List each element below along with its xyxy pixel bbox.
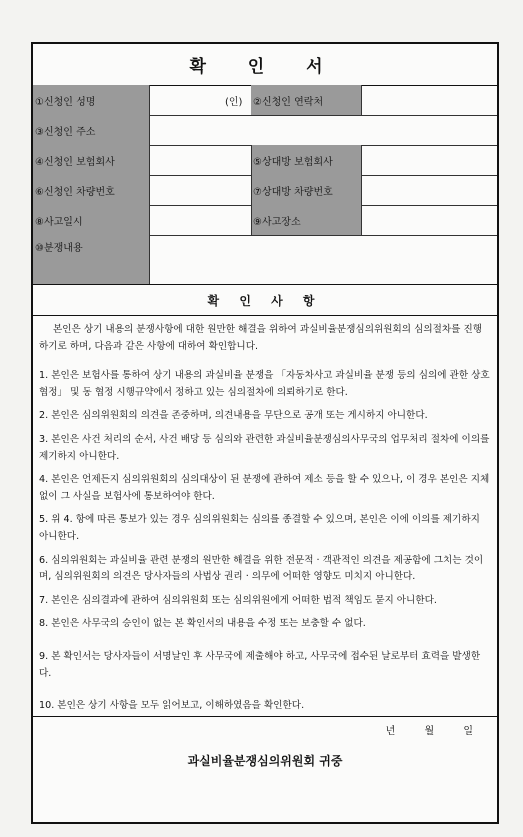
dispute-content-label: ⑩분쟁내용 [33,235,149,284]
opponent-insurer-field[interactable] [361,145,497,175]
intro-paragraph: 본인은 상기 내용의 분쟁사항에 대한 원만한 해결을 위하여 과실비율분쟁심의위원회의 심의절차를 진행하기로 하며, 다음과 같은 사항에 대하여 확인합니다. [39,324,482,352]
term-item: 9. 본 확인서는 당사자들이 서명날인 후 사무국에 제출해야 하고, 사무국에 접수된 날로부터 효력을 발생한다. [39,650,481,679]
date-line: 년 월 일 [385,726,473,737]
applicant-name-label: ①신청인 성명 [33,85,149,115]
dispute-content-field[interactable] [149,235,497,284]
applicant-insurer-label: ④신청인 보험회사 [33,145,149,175]
term-item: 3. 본인은 사건 처리의 순서, 사건 배당 등 심의와 관련한 과실비율분쟁심의사무국의 업무처리 절차에 이의를 제기하지 아니한다. [39,433,490,462]
term-item: 8. 본인은 사무국의 승인이 없는 본 확인서의 내용을 수정 또는 보충할 수 없다. [39,618,366,630]
footer-recipient: 과실비율분쟁심의위원회 귀중 [187,754,343,768]
row-accident [33,205,497,236]
accident-date-field[interactable] [149,205,251,235]
term-item: 4. 본인은 언제든지 심의위원회의 심의대상이 된 분쟁에 관하여 제소 등을 할 수 있으나, 이 경우 본인은 지체없이 그 사실을 보험사에 통보하여야 한다. [39,474,490,502]
term-item: 6. 심의위원회는 과실비율 관련 분쟁의 원만한 해결을 위한 전문적 · 객관적인 의견을 제공함에 그치는 것이며, 심의위원회의 의견은 당사자들의 사법상 권리 · 의무에 어떠한 영향도 미치지 아니한다. [39,554,484,583]
applicant-contact-label: ②신청인 연락처 [251,85,361,115]
term-item: 10. 본인은 상기 사항을 모두 읽어보고, 이해하였음을 확인한다. [39,700,305,712]
seal-mark: (인) [225,96,243,108]
applicant-insurer-field[interactable] [149,145,251,175]
opponent-insurer-label: ⑤상대방 보험회사 [251,145,361,175]
row-name-contact [33,85,497,116]
applicant-address-label: ③신청인 주소 [33,115,149,145]
applicant-vehicle-label: ⑥신청인 차량번호 [33,175,149,205]
applicant-contact-field[interactable] [361,85,497,115]
term-item: 2. 본인은 심의위원회의 의견을 존중하며, 의견내용을 무단으로 공개 또는 게시하지 아니한다. [39,410,428,422]
term-item: 1. 본인은 보험사를 통하여 상기 내용의 과실비율 분쟁을 「자동차사고 과실비율 분쟁 등의 심의에 관한 상호협정」 및 동 협정 시행규약에서 정하고 있는 심의절차에 의뢰하기로 한다. [39,370,490,398]
opponent-vehicle-label: ⑦상대방 차량번호 [251,175,361,205]
accident-date-label: ⑧사고일시 [33,205,149,235]
confirmation-terms [39,322,491,722]
row-dispute [33,235,497,284]
accident-place-label: ⑨사고장소 [251,205,361,235]
applicant-address-field[interactable] [149,115,497,145]
term-item: 5. 위 4. 항에 따른 통보가 있는 경우 심의위원회는 심의를 종결할 수 있으며, 본인은 이에 이의를 제기하지 아니한다. [39,514,480,542]
divider [33,716,497,717]
row-vehicles [33,175,497,206]
row-insurers [33,145,497,176]
applicant-vehicle-field[interactable] [149,175,251,205]
section-title: 확 인 사 항 [33,284,497,316]
confirmation-form [31,42,499,824]
accident-place-field[interactable] [361,205,497,235]
row-address [33,115,497,146]
opponent-vehicle-field[interactable] [361,175,497,205]
form-title: 확 인 서 [33,44,497,86]
term-item: 7. 본인은 심의결과에 관하여 심의위원회 또는 심의위원에게 어떠한 법적 책임도 묻지 아니한다. [39,594,437,606]
